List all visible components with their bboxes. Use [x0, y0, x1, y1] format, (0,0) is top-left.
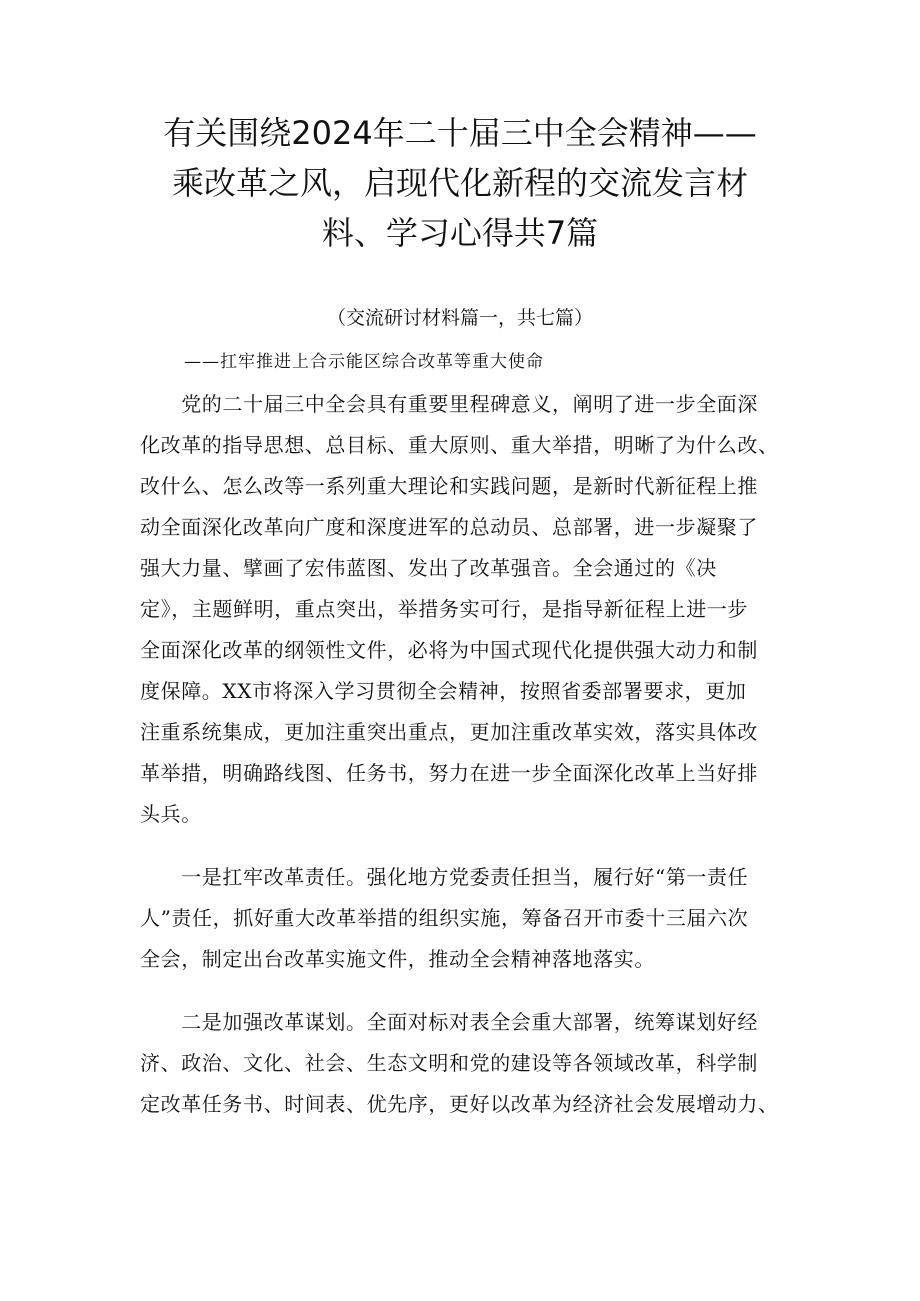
text-line: 二是加强改革谋划。全面对标对表全会重大部署，统筹谋划好经 [140, 1010, 758, 1034]
text-line: 头兵。 [140, 802, 202, 826]
section-subtitle: ——扛牢推进上合示能区综合改革等重大使命 [184, 352, 544, 372]
title-line: 料、学习心得共7篇 [321, 214, 599, 252]
body-text [140, 384, 790, 1147]
text-line: 济、政治、文化、社会、生态文明和党的建设等各领域改革，科学制 [140, 1051, 758, 1075]
text-line: 革举措，明确路线图、任务书，努力在进一步全面深化改革上当好排 [140, 761, 758, 785]
text-line: 改什么、怎么改等一系列重大理论和实践问题，是新时代新征程上推 [140, 474, 758, 498]
title-line: 乘改革之风，启现代化新程的交流发言材 [171, 164, 748, 202]
section-heading: （交流研讨材料篇一，共七篇） [326, 307, 593, 329]
document-title [140, 108, 780, 258]
text-line: 定改革任务书、时间表、优先序，更好以改革为经济社会发展增动力、 [140, 1092, 779, 1116]
text-line: 全面深化改革的纲领性文件，必将为中国式现代化提供强大动力和制 [140, 638, 758, 662]
text-line: 注重系统集成，更加注重突出重点，更加注重改革实效，落实具体改 [140, 720, 758, 744]
text-line: 强大力量、擘画了宏伟蓝图、发出了改革强音。全会通过的《决 [140, 556, 717, 580]
text-line: 党的二十届三中全会具有重要里程碑意义，阐明了进一步全面深 [140, 392, 758, 416]
paragraph-two [140, 1002, 790, 1125]
text-line: 全会，制定出台改革实施文件，推动全会精神落地落实。 [140, 947, 655, 971]
text-line: 化改革的指导思想、总目标、重大原则、重大举措，明晰了为什么改、 [140, 433, 779, 457]
title-line: 有关围绕2024年二十届三中全会精神—— [163, 114, 757, 152]
text-line: 一是扛牢改革责任。强化地方党委责任担当，履行好“第一责任 [140, 865, 749, 889]
text-line: 度保障。XX市将深入学习贯彻全会精神，按照省委部署要求，更加 [140, 679, 747, 703]
text-line: 人”责任，抓好重大改革举措的组织实施，筹备召开市委十三届六次 [140, 906, 749, 930]
paragraph-one [140, 857, 790, 980]
text-line: 定》，主题鲜明，重点突出，举措务实可行，是指导新征程上进一步 [140, 597, 748, 621]
text-line: 动全面深化改革向广度和深度进军的总动员、总部署，进一步凝聚了 [140, 515, 758, 539]
paragraph-intro [140, 384, 790, 835]
